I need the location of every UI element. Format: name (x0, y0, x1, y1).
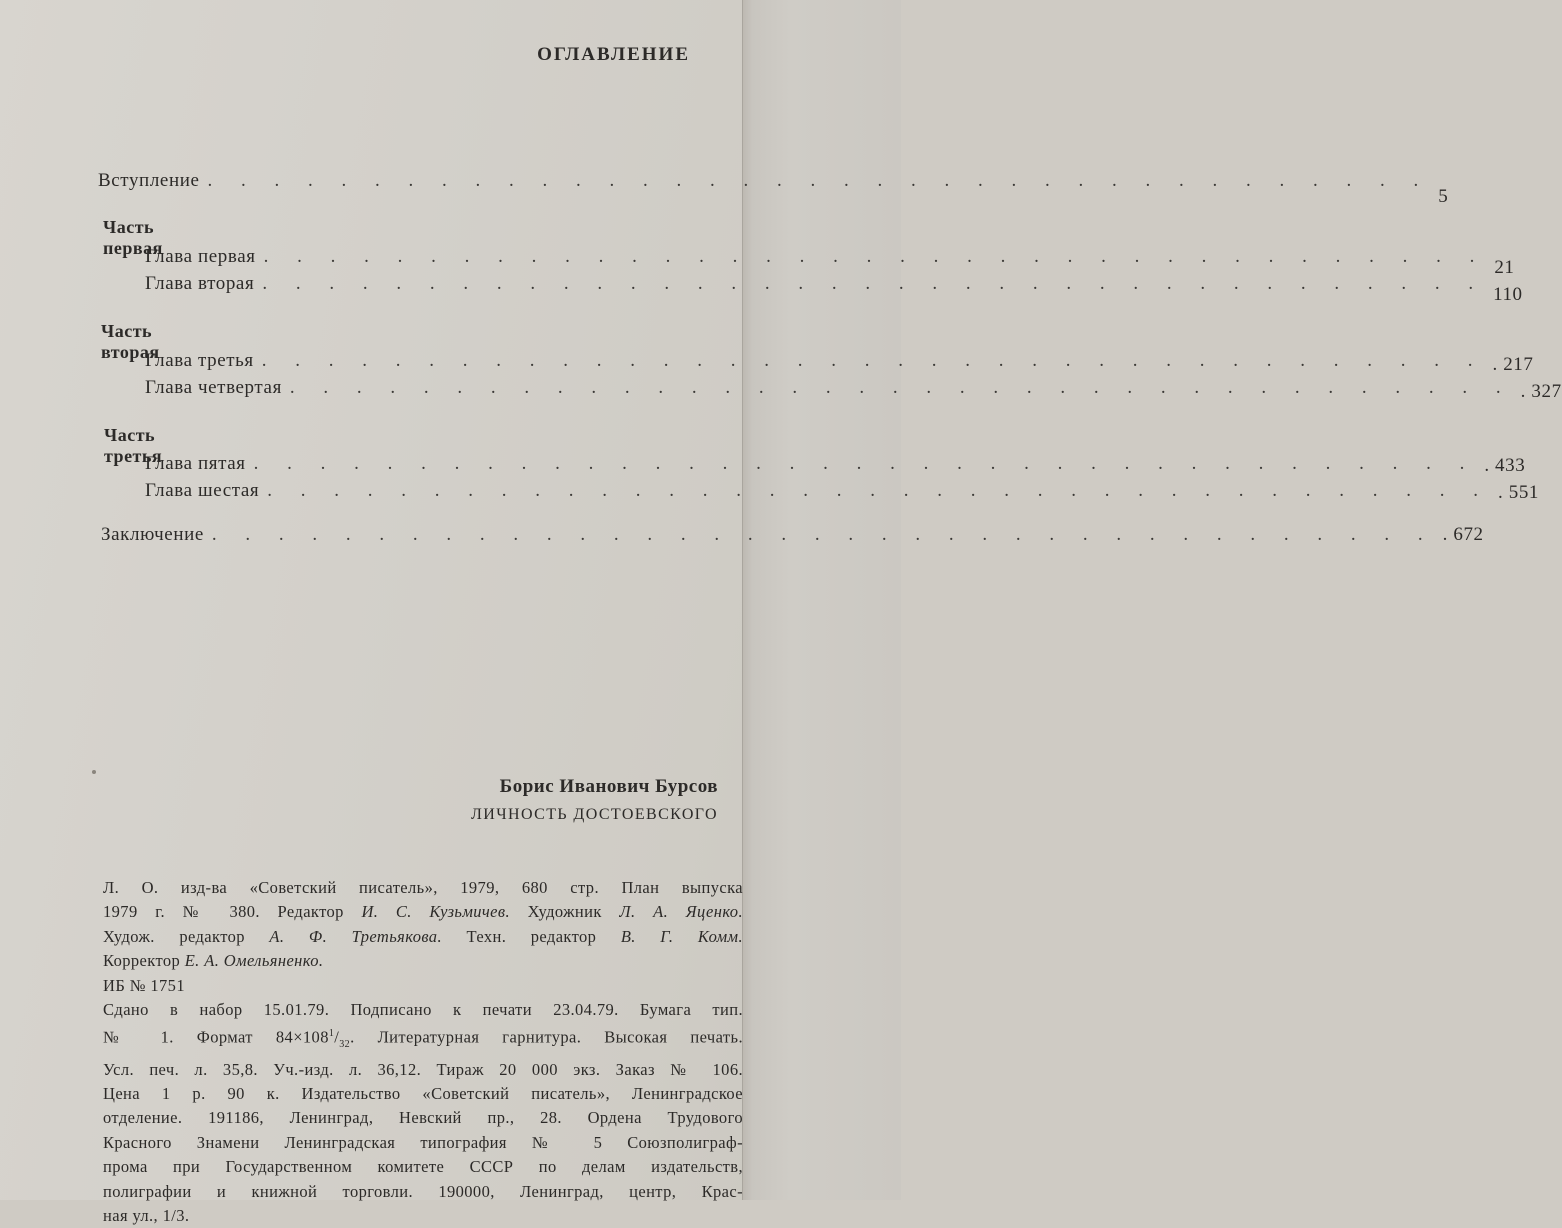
imprint-line: Сдано в набор 15.01.79. Подписано к печати 23.04.79. Бумага тип. (103, 1000, 743, 1020)
toc-entry-label: Глава шестая (145, 480, 260, 501)
toc-entry-label: Глава первая (145, 246, 256, 267)
toc-part-title: Часть третья (104, 425, 163, 466)
toc-entry-page: . 551 (1498, 482, 1540, 503)
toc-entry-page: . 217 (1492, 354, 1534, 375)
imprint-name: И. С. Кузьмичев. (361, 902, 510, 922)
imprint-text: Корректор (103, 951, 185, 971)
toc-entry-intro (98, 170, 1449, 207)
toc-entry (145, 246, 1515, 278)
imprint-line: Л. О. изд-ва «Советский писатель», 1979, 680 стр. План выпуска (103, 878, 743, 897)
toc-entry-conclusion (101, 524, 1484, 546)
book-title: ЛИЧНОСТЬ ДОСТОЕВСКОГО (471, 806, 718, 823)
imprint-name: В. Г. Комм. (620, 926, 744, 946)
imprint-text: Худож. редактор (103, 926, 270, 946)
toc-heading: ОГЛАВЛЕНИЕ (537, 44, 690, 65)
imprint-name: Л. А. Яценко. (619, 902, 743, 922)
imprint-line: Красного Знамени Ленинградская типография № 5 Союзполиграф- (103, 1132, 743, 1152)
toc-entry (145, 350, 1534, 375)
toc-entry-page: 5 (1438, 186, 1449, 207)
leader-dots: . . . . . . . . . . . . . . . . . . . . . . . . . . . . . . . . . . . . . (207, 170, 1431, 191)
imprint-sub: 32 (339, 1039, 351, 1051)
leader-dots: . . . . . . . . . . . . . . . . . . . . . . . . . . . . . . . . . . . . . (289, 377, 1513, 398)
leader-dots: . . . . . . . . . . . . . . . . . . . . . . . . . . . . . . . . . . . . . (263, 246, 1487, 267)
imprint-text: № 1. Формат 84×108 (103, 1027, 329, 1047)
imprint-line: полиграфии и книжной торговли. 190000, Ленинград, центр, Крас- (103, 1181, 743, 1201)
toc-entry-page: . 672 (1442, 524, 1484, 545)
toc-entry-label: Глава четвертая (145, 377, 282, 398)
imprint-line (103, 949, 743, 973)
leader-dots: . . . . . . . . . . . . . . . . . . . . . . . . . . . . . . . . . . . . . (267, 480, 1491, 501)
imprint-line: отделение. 191186, Ленинград, Невский пр., 28. Ордена Трудового (103, 1108, 743, 1128)
toc-entry-label: Заключение (101, 524, 204, 545)
toc-part-title: Часть первая (103, 217, 163, 258)
imprint-line: ная ул., 1/3. (103, 1206, 190, 1226)
imprint-line (103, 1022, 743, 1057)
imprint-name: А. Ф. Третьякова. (269, 926, 442, 946)
book-author: Борис Иванович Бурсов (499, 776, 718, 797)
toc-entry-label: Глава вторая (145, 273, 255, 294)
leader-dots: . . . . . . . . . . . . . . . . . . . . . . . . . . . . . . . . . . . . . (262, 273, 1486, 294)
toc-entry (145, 377, 1562, 402)
toc-entry-page: . 433 (1484, 455, 1526, 476)
leader-dots: . . . . . . . . . . . . . . . . . . . . . . . . . . . . . . . . . . . . . (253, 453, 1477, 474)
leader-dots: . . . . . . . . . . . . . . . . . . . . . . . . . . . . . . . . . . . . . (211, 524, 1435, 545)
imprint-line: Цена 1 р. 90 к. Издательство «Советский писатель», Ленинградское (103, 1084, 743, 1104)
imprint-line (103, 900, 743, 924)
toc-entry-page: . 327 (1520, 381, 1562, 402)
imprint-colophon (103, 876, 743, 1228)
imprint-line: прома при Государственном комитете СССР по делам издательств, (103, 1157, 743, 1177)
imprint-line (103, 925, 743, 949)
imprint-text: . Литературная гарнитура. Высокая печать. (350, 1027, 743, 1047)
toc-entry-label: Глава пятая (145, 453, 246, 474)
imprint-text: Техн. редактор (441, 926, 621, 946)
imprint-line: ИБ № 1751 (103, 975, 185, 995)
imprint-sup: 1 (328, 1028, 335, 1040)
toc-part-title: Часть вторая (101, 321, 160, 362)
toc-entry-page: 21 (1494, 257, 1515, 278)
imprint-text: / (334, 1027, 340, 1047)
paper-speck (92, 770, 96, 774)
imprint-name: Е. А. Омельяненко. (184, 951, 324, 971)
toc-entry (145, 453, 1526, 476)
leader-dots: . . . . . . . . . . . . . . . . . . . . . . . . . . . . . . . . . . . . . (261, 350, 1485, 371)
imprint-text: Художник (509, 902, 620, 922)
toc-entry (145, 273, 1523, 305)
toc-entry-label: Вступление (98, 170, 200, 191)
toc-entry-label: Глава третья (145, 350, 254, 371)
toc-entry-page: 110 (1493, 284, 1523, 305)
toc-entry (145, 480, 1540, 503)
imprint-text: 1979 г. № 380. Редактор (103, 902, 362, 922)
imprint-line: Усл. печ. л. 35,8. Уч.-изд. л. 36,12. Тираж 20 000 экз. Заказ № 106. (103, 1059, 743, 1079)
